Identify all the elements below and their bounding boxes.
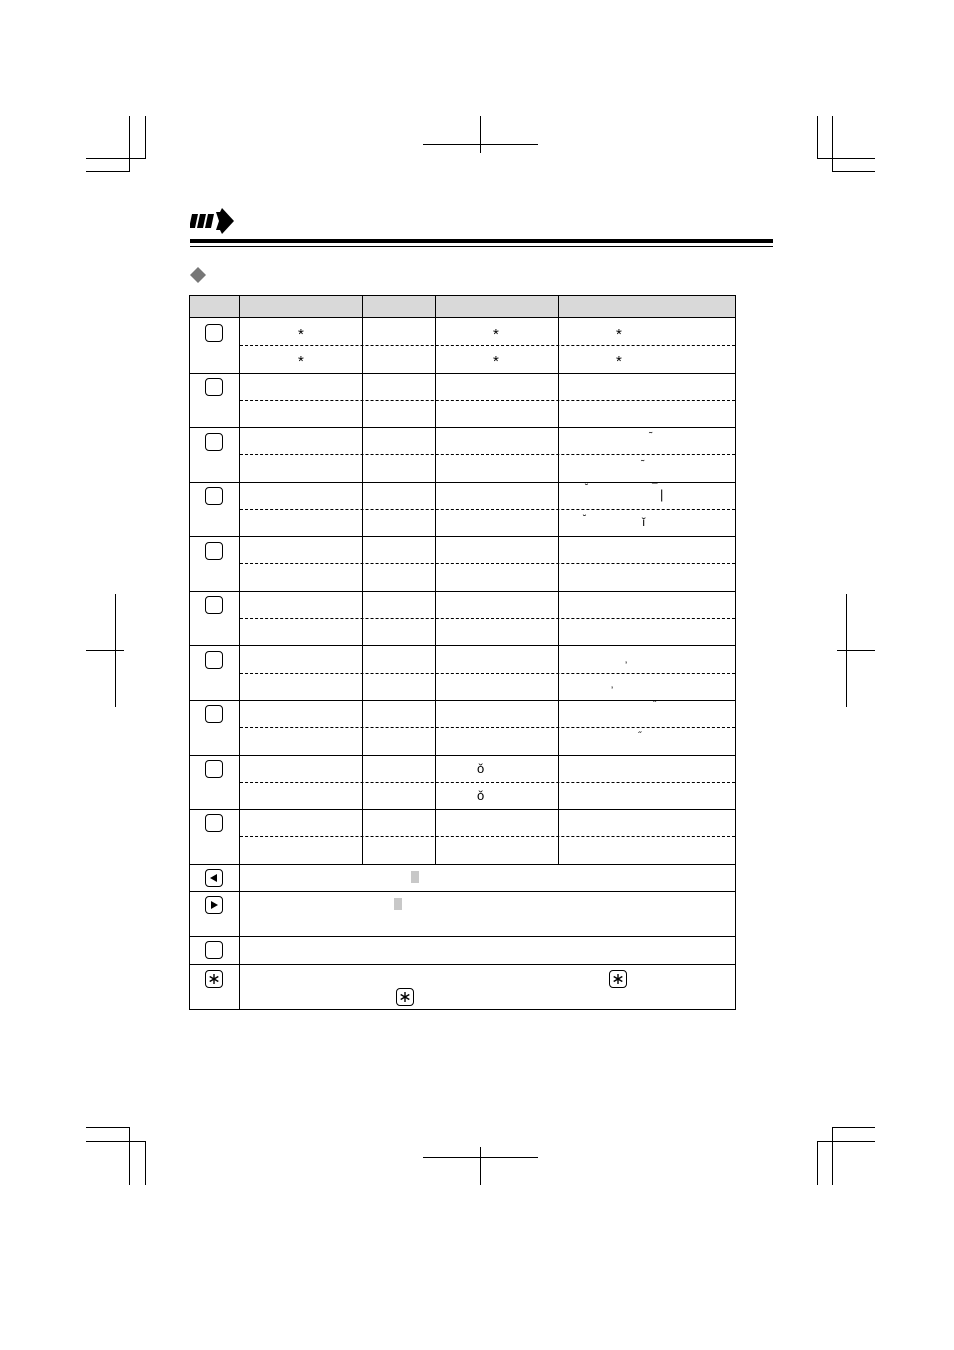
crop-mark [832,171,875,172]
crop-mark [480,116,481,153]
crop-mark [817,1141,818,1185]
key-box [205,760,223,778]
star-key [205,970,223,988]
crop-mark [846,594,847,707]
row-divider [190,964,735,965]
subrow-divider [240,727,735,728]
subrow-divider [240,454,735,455]
crop-mark [480,1147,481,1185]
key-box [205,324,223,342]
crop-mark [129,1127,130,1185]
highlight-mark [411,871,419,883]
crop-mark [86,1141,145,1142]
crop-mark [817,116,818,159]
row-divider [190,591,735,592]
key-box [205,487,223,505]
asterisk-glyph: * [616,353,622,370]
character-table [189,295,736,1010]
key-box [205,596,223,614]
row-divider [190,936,735,937]
crop-mark [86,650,124,651]
asterisk-key-icon [399,991,411,1003]
row-divider [190,427,735,428]
right-key [205,896,223,914]
crop-mark [86,158,145,159]
row-divider [190,891,735,892]
subrow-divider [240,836,735,837]
left-key [205,869,223,887]
column-divider [558,296,559,864]
key-box [205,542,223,560]
hook-o-glyph: ǒ [477,761,485,776]
star-key-inline [609,970,627,988]
double-acute-glyph: ˝ [653,700,657,711]
asterisk-key-icon [612,973,624,985]
crop-mark [86,171,130,172]
crop-mark [129,116,130,172]
row-divider [190,645,735,646]
column-divider [239,296,240,1009]
row-divider [190,373,735,374]
comma-above-glyph: ʼ [611,686,614,697]
breve-glyph: ˘ [583,514,587,525]
key-box [205,814,223,832]
crop-mark [115,594,116,707]
tilde-glyph: ˜ [641,459,645,470]
key-box [205,705,223,723]
row-divider [190,536,735,537]
row-divider [190,755,735,756]
asterisk-glyph: * [298,353,304,370]
crop-mark [145,1141,146,1185]
double-arrow-right-icon [190,208,236,234]
asterisk-glyph: * [298,326,304,343]
crop-mark [837,650,875,651]
star-key-inline [396,988,414,1006]
asterisk-glyph: * [493,353,499,370]
subrow-divider [240,782,735,783]
i-glyph: | [660,487,664,502]
crop-mark [832,116,833,172]
subrow-divider [240,345,735,346]
left-triangle-icon [209,873,219,883]
right-triangle-icon [209,900,219,910]
row-divider [190,809,735,810]
subrow-divider [240,618,735,619]
crop-mark [817,1141,875,1142]
diamond-bullet-icon [190,267,206,283]
column-divider [435,296,436,864]
subrow-divider [240,563,735,564]
subrow-divider [240,400,735,401]
crop-mark [832,1127,875,1128]
hook-o-glyph: ǒ [477,788,485,803]
tilde-glyph: ˜ [649,431,653,442]
crop-mark [817,158,875,159]
key-box [205,651,223,669]
highlight-mark [394,898,402,910]
i-bar-glyph: ĭ [642,515,646,529]
macron-glyph: ¯ [652,483,658,494]
subrow-divider [240,509,735,510]
asterisk-key-icon [208,973,220,985]
breve-glyph: ˘ [585,483,589,494]
asterisk-glyph: * [493,326,499,343]
key-box [205,378,223,396]
table-header [190,296,735,318]
double-acute-glyph: ˝ [638,731,642,742]
subrow-divider [240,673,735,674]
row-divider [190,864,735,865]
header-rule [190,239,773,243]
blank-key [205,941,223,959]
crop-mark [86,1127,130,1128]
crop-mark [832,1127,833,1185]
column-divider [362,296,363,864]
asterisk-glyph: * [616,326,622,343]
header-rule-thin [190,246,773,247]
comma-above-glyph: ʼ [625,661,628,672]
crop-mark [145,116,146,159]
key-box [205,433,223,451]
